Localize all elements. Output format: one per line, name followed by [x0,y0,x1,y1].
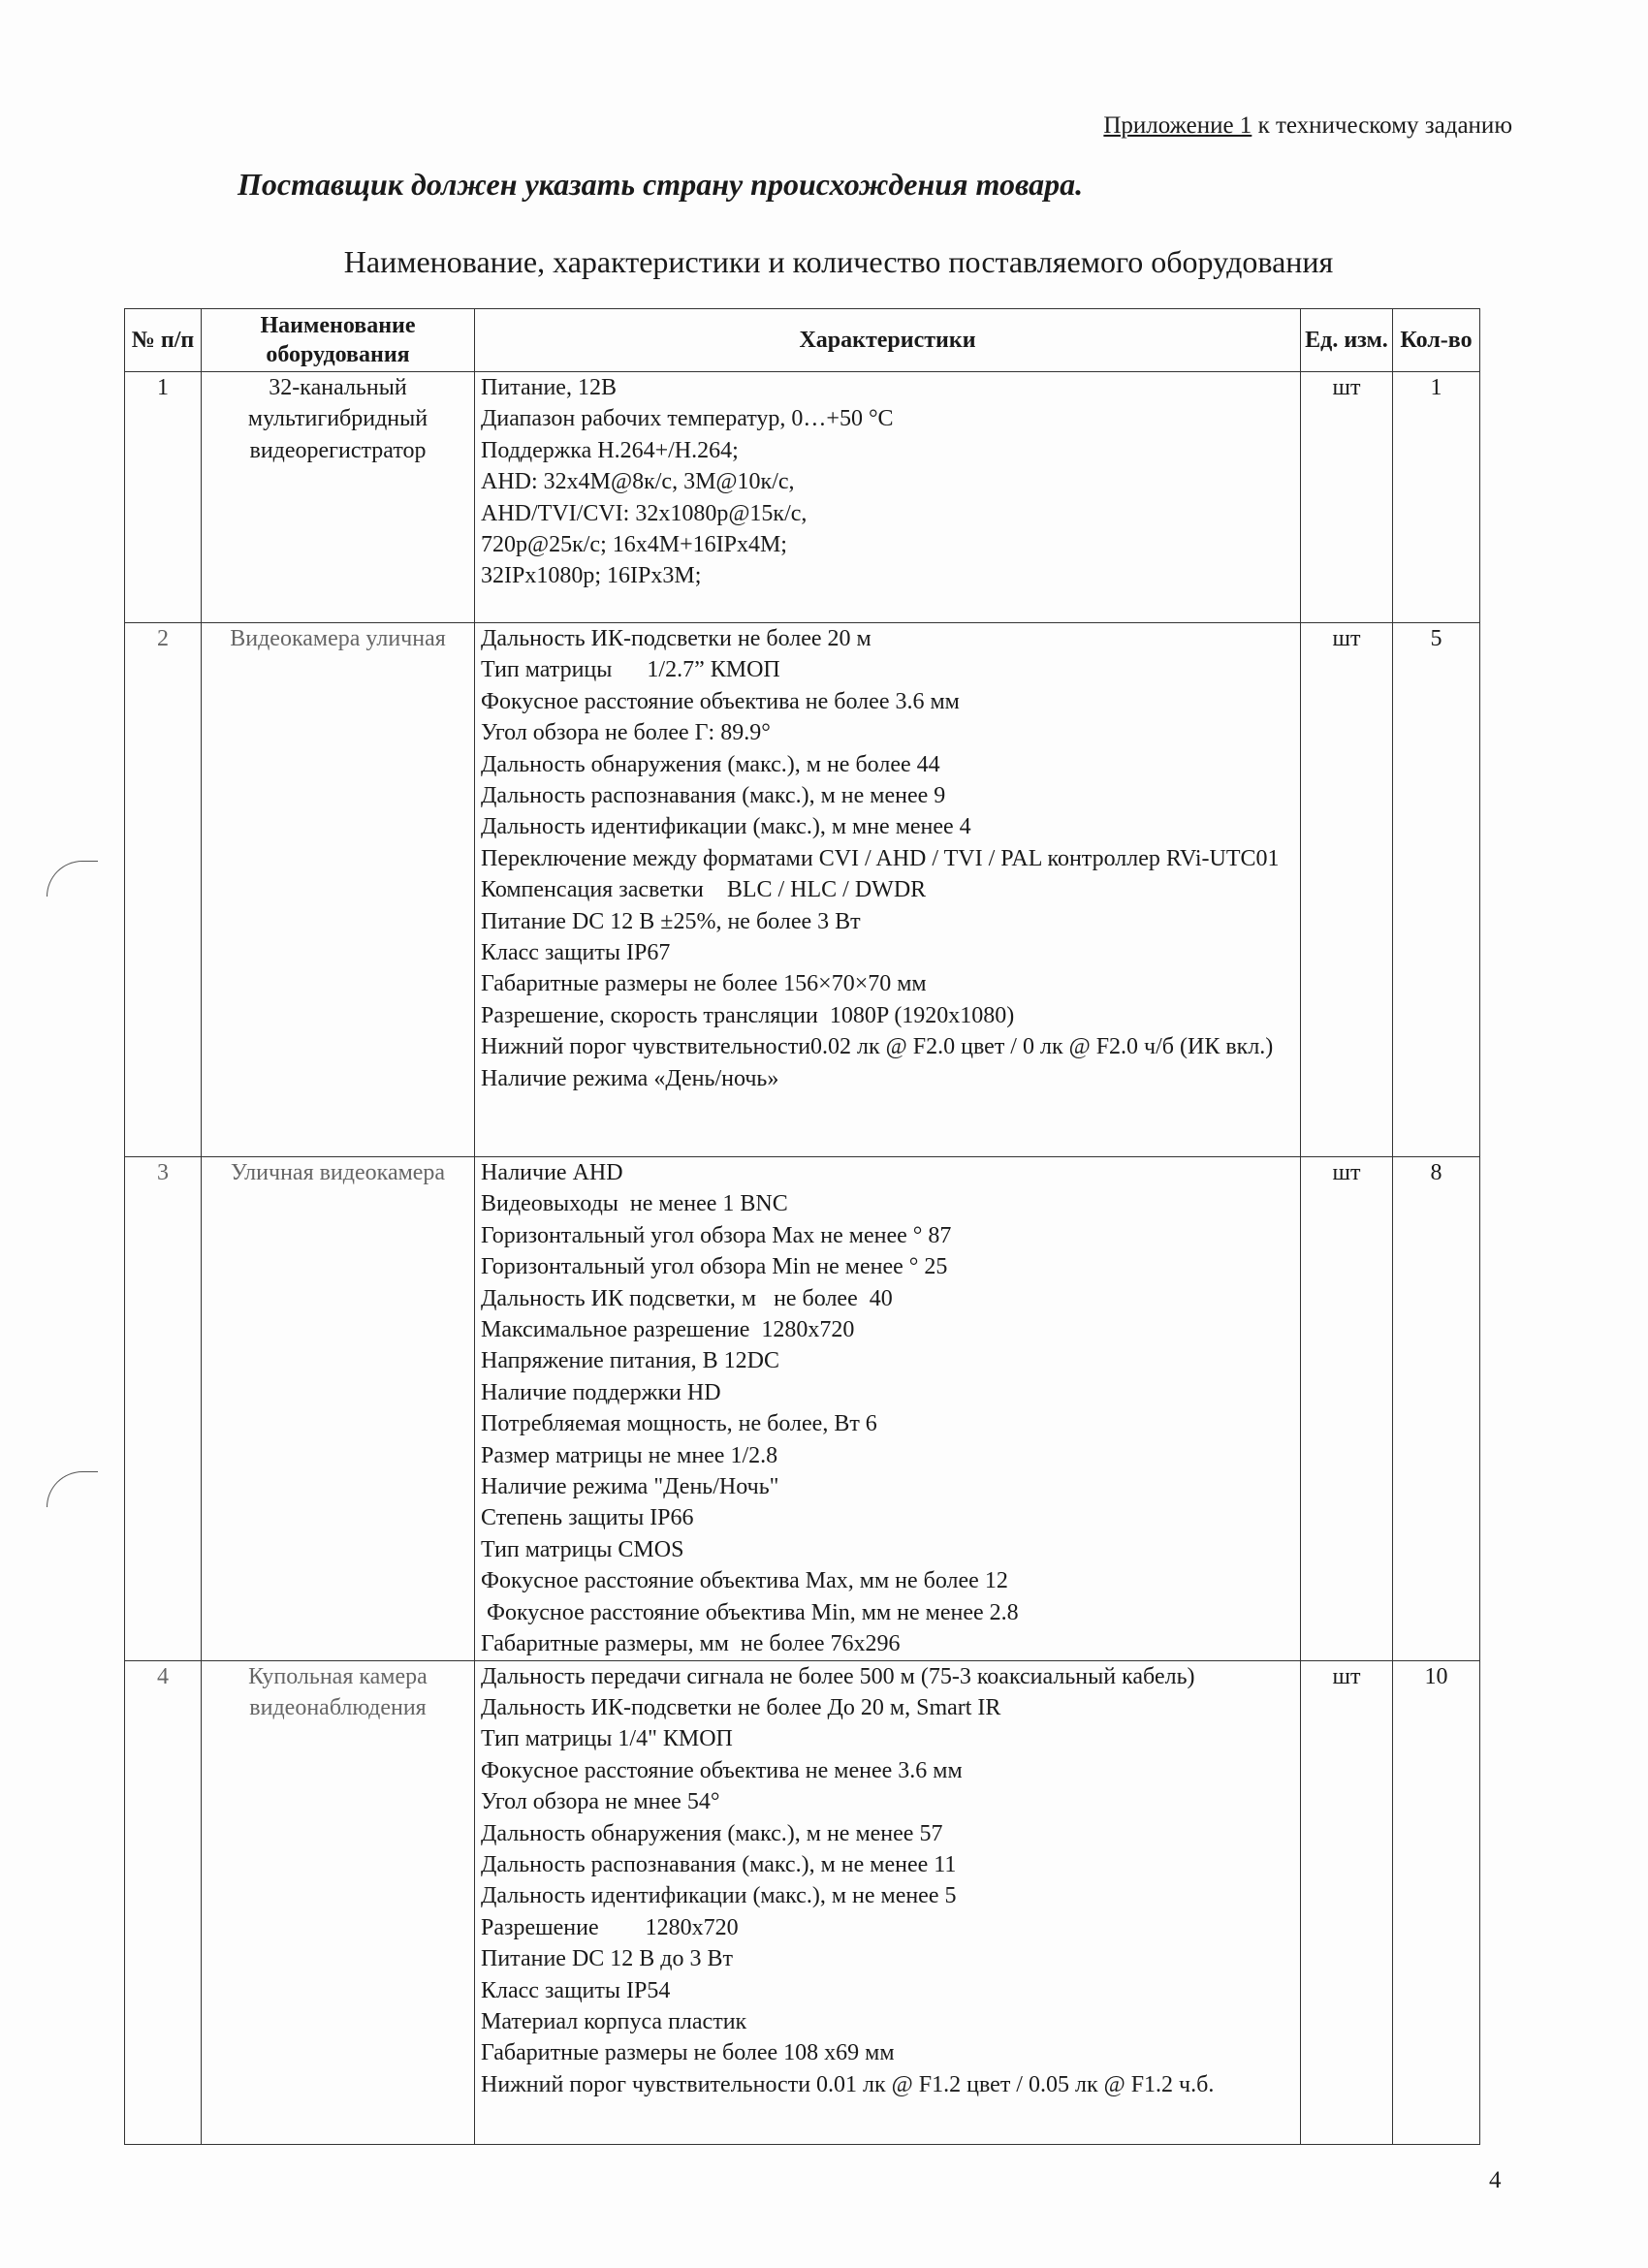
characteristic-line: Класс защиты IP54 [481,1977,671,2003]
characteristic-line: Тип матрицы 1/2.7” КМОП [481,657,780,683]
characteristic-line: Дальность распознавания (макс.), м не менее 9 [481,783,946,809]
characteristic-line: Габаритные размеры не более 156×70×70 мм [481,971,927,997]
characteristic-line: Видеовыходы не менее 1 BNC [481,1191,788,1217]
characteristics-cell [475,1660,1301,2144]
appendix-reference [1103,112,1512,140]
characteristic-line: Дальность распознавания (макс.), м не менее 11 [481,1851,957,1877]
table-row [125,372,1480,623]
table-header-row [125,309,1480,372]
characteristic-line: Тип матрицы 1/4" КМОП [481,1726,733,1752]
row-number: 3 [125,1157,202,1661]
characteristic-line: Угол обзора не более Г: 89.9° [481,720,771,746]
characteristic-line: Дальность ИК-подсветки не более До 20 м, Smart IR [481,1694,1001,1720]
characteristic-line: Класс защиты IP67 [481,940,671,966]
characteristic-line: Дальность передачи сигнала не более 500 м (75-3 коаксиальный кабель) [481,1663,1195,1689]
equipment-name: Купольная камера видеонаблюдения [202,1660,475,2144]
characteristic-line: Диапазон рабочих температур, 0…+50 °C [481,406,894,432]
table-row [125,1157,1480,1661]
characteristic-line: Горизонтальный угол обзора Min не менее ° 25 [481,1254,948,1280]
unit-cell: шт [1301,372,1393,623]
quantity-cell: 10 [1393,1660,1480,2144]
characteristic-line: Габаритные размеры не более 108 x69 мм [481,2040,895,2066]
characteristic-line: Дальность ИК-подсветки не более 20 м [481,626,872,651]
supplier-note: Поставщик должен указать страну происхождения товара. [238,167,1084,202]
characteristic-line: Разрешение 1280x720 [481,1914,739,1940]
characteristic-line: Дальность идентификации (макс.), м не менее 5 [481,1883,957,1909]
characteristic-line: Фокусное расстояние объектива не более 3.6 мм [481,688,960,714]
scan-margin-mark [47,1471,98,1507]
characteristic-line: Фокусное расстояние объектива Min, мм не менее 2.8 [481,1599,1019,1625]
quantity-cell: 1 [1393,372,1480,623]
characteristic-line: Дальность обнаружения (макс.), м не более 44 [481,751,940,777]
equipment-name: Видеокамера уличная [202,623,475,1157]
characteristics-cell [475,1157,1301,1661]
quantity-cell: 5 [1393,623,1480,1157]
characteristic-line: Наличие поддержки HD [481,1379,721,1405]
column-header-quantity: Кол-во [1393,309,1480,372]
characteristics-cell [475,623,1301,1157]
column-header-name: Наименование оборудования [202,309,475,372]
characteristic-line: AHD: 32x4M@8к/с, 3M@10к/с, [481,469,795,495]
characteristic-line: Питание, 12В [481,375,617,400]
table-row [125,623,1480,1157]
characteristic-line: Фокусное расстояние объектива Max, мм не более 12 [481,1568,1008,1594]
quantity-cell: 8 [1393,1157,1480,1661]
equipment-name: Уличная видеокамера [202,1157,475,1661]
characteristic-line: Наличие AHD [481,1160,623,1185]
column-header-unit: Ед. изм. [1301,309,1393,372]
equipment-name: 32-канальный мультигибридный видеорегистратор [202,372,475,623]
characteristic-line: Напряжение питания, В 12DC [481,1348,780,1374]
row-number: 4 [125,1660,202,2144]
characteristic-line: Питание DC 12 В до 3 Вт [481,1946,734,1972]
characteristic-line: 32IPx1080p; 16IPx3M; [481,563,702,589]
characteristic-line: Потребляемая мощность, не более, Вт 6 [481,1411,877,1437]
characteristic-line: Дальность ИК подсветки, м не более 40 [481,1285,893,1311]
column-header-number: № п/п [125,309,202,372]
unit-cell: шт [1301,623,1393,1157]
appendix-text: к техническому заданию [1257,112,1512,139]
characteristic-line: Дальность идентификации (макс.), м мне менее 4 [481,814,971,840]
scan-margin-mark [47,861,98,897]
unit-cell: шт [1301,1660,1393,2144]
characteristic-line: Наличие режима «День/ночь» [481,1065,779,1091]
characteristic-line: Размер матрицы не мнее 1/2.8 [481,1442,778,1468]
table-title: Наименование, характеристики и количество поставляемого оборудования [343,244,1334,279]
characteristic-line: Тип матрицы CMOS [481,1536,684,1562]
characteristic-line: Переключение между форматами CVI / AHD / TVI / PAL контроллер RVi-UTC01 [481,845,1280,871]
characteristic-line: Разрешение, скорость трансляции 1080P (1920x1080) [481,1002,1015,1028]
characteristic-line: AHD/TVI/CVI: 32x1080p@15к/с, [481,500,808,526]
table-body [125,372,1480,2145]
characteristic-line: Максимальное разрешение 1280x720 [481,1317,855,1343]
characteristic-line: Угол обзора не мнее 54° [481,1789,720,1815]
characteristic-line: Нижний порог чувствительности 0.01 лк @ F1.2 цвет / 0.05 лк @ F1.2 ч.б. [481,2071,1215,2097]
unit-cell: шт [1301,1157,1393,1661]
characteristics-cell [475,372,1301,623]
row-number: 1 [125,372,202,623]
column-header-characteristics: Характеристики [475,309,1301,372]
page-number: 4 [1489,2167,1502,2193]
characteristic-line: Габаритные размеры, мм не более 76x296 [481,1631,901,1657]
characteristic-line: Питание DC 12 В ±25%, не более 3 Вт [481,908,861,934]
characteristic-line: Фокусное расстояние объектива не менее 3.6 мм [481,1757,963,1783]
characteristic-line: Поддержка H.264+/H.264; [481,437,739,463]
characteristic-line: Нижний порог чувствительности0.02 лк @ F2.0 цвет / 0 лк @ F2.0 ч/б (ИК вкл.) [481,1034,1274,1060]
characteristic-line: Материал корпуса пластик [481,2008,747,2034]
characteristic-line: Степень защиты IP66 [481,1505,694,1531]
characteristic-line: Компенсация засветки BLC / HLC / DWDR [481,877,927,903]
equipment-table [124,308,1480,2145]
characteristic-line: Наличие режима "День/Ночь" [481,1474,779,1500]
characteristic-line: Дальность обнаружения (макс.), м не менее 57 [481,1820,943,1846]
row-number: 2 [125,623,202,1157]
characteristic-line: Горизонтальный угол обзора Max не менее ° 87 [481,1222,952,1248]
characteristic-line: 720p@25к/с; 16x4M+16IPx4M; [481,532,787,558]
appendix-number: Приложение 1 [1103,112,1252,139]
table-row [125,1660,1480,2144]
